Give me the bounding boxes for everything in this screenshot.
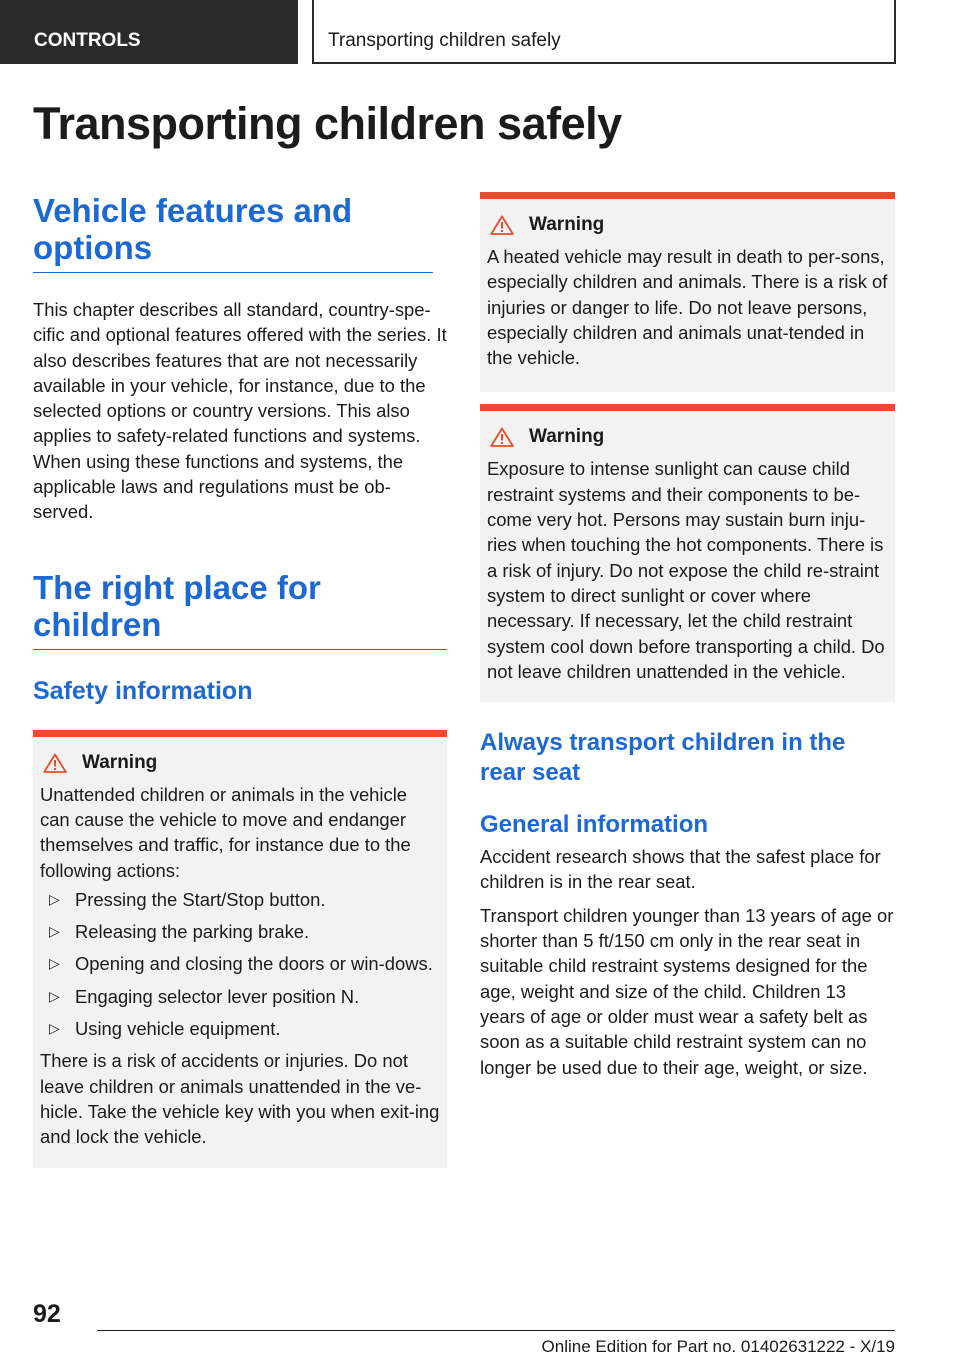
warning-triangle-icon [490,215,514,235]
edition-note: Online Edition for Part no. 01402631222 - X/19 [541,1337,895,1356]
footer-divider [97,1330,895,1331]
safety-information-heading: Safety information [33,676,253,705]
warning-text: Exposure to intense sunlight can cause child restraint systems and their components to be-come very hot. Persons may sustain burn inju-ries when touching the hot components. There is a risk of injury. Do not expose the child re-straint system to direct sunlight or cover where necessary. If necessary, let the child restraint system cool down before transporting a child. Do not leave children unattended in the vehicle. [487,458,885,682]
list-item: ▷ Pressing the Start/Stop button. [40,887,440,912]
topic-tab: Transporting children safely [312,0,896,64]
triangle-bullet-icon: ▷ [49,923,60,940]
warning-title [487,213,888,237]
section-tab: CONTROLS [0,0,298,64]
warning-title-text: Warning [82,751,158,773]
warning-box-heated-vehicle [480,192,895,392]
triangle-bullet-icon: ▷ [49,890,60,907]
warning-title [40,751,440,775]
warning-action-list [40,887,440,1041]
list-item: ▷ Releasing the parking brake. [40,919,440,944]
warning-box-unattended [33,730,447,1168]
warning-triangle-icon [490,427,514,447]
warning-box-sunlight [480,404,895,702]
triangle-bullet-icon: ▷ [49,987,60,1004]
list-item: ▷ Using vehicle equipment. [40,1016,440,1041]
general-information-heading: General information [480,811,709,839]
warning-outro: There is a risk of accidents or injuries. Do not leave children or animals unattended in the ve-hicle. Take the vehicle key with you when exit-ing and lock the vehicle. [40,1050,440,1148]
page-title: Transporting children safely [33,98,622,149]
left-column [33,192,447,1168]
page-number: 92 [33,1300,61,1328]
warning-title-text: Warning [529,214,605,235]
rear-seat-heading: Always transport children in the rear seat [480,729,846,787]
general-information-text-1: Accident research shows that the safest place for children is in the rear seat. [480,846,881,893]
warning-intro: Unattended children or animals in the vehicle can cause the vehicle to move and endanger themselves and traffic, for instance due to the following actions: [40,783,411,881]
list-item: ▷ Opening and closing the doors or win-dows. [40,951,440,976]
vehicle-features-heading: Vehicle features and options [33,192,433,273]
warning-text: A heated vehicle may result in death to per-sons, especially children and animals. There is a risk of injuries or danger to life. Do not leave persons, especially children and animals unat-tended in the vehicle. [487,246,888,369]
right-place-heading: The right place for children [33,569,447,650]
general-information-text-2: Transport children younger than 13 years of age or shorter than 5 ft/150 cm only in the rear seat in suitable child restraint systems designed for the age, weight and size of the child. Children 13 years of age or older must wear a safety belt as soon as a suitable child restraint system can no longer be used due to their age, weight, or size. [480,904,894,1078]
page-header [0,0,960,66]
warning-triangle-icon [43,753,67,773]
vehicle-features-text: This chapter describes all standard, country-spe-cific and optional features offered with the series. It also describes features that are not necessarily available in your vehicle, for instance, due to the selected options or country versions. This also applies to safety-related functions and systems. When using these functions and systems, the applicable laws and regulations must be ob-served. [33,299,447,523]
warning-title-text: Warning [529,426,605,448]
triangle-bullet-icon: ▷ [49,1020,60,1037]
list-item: ▷ Engaging selector lever position N. [40,984,440,1009]
warning-title [487,425,888,449]
triangle-bullet-icon: ▷ [49,955,60,972]
right-column [480,192,895,1080]
